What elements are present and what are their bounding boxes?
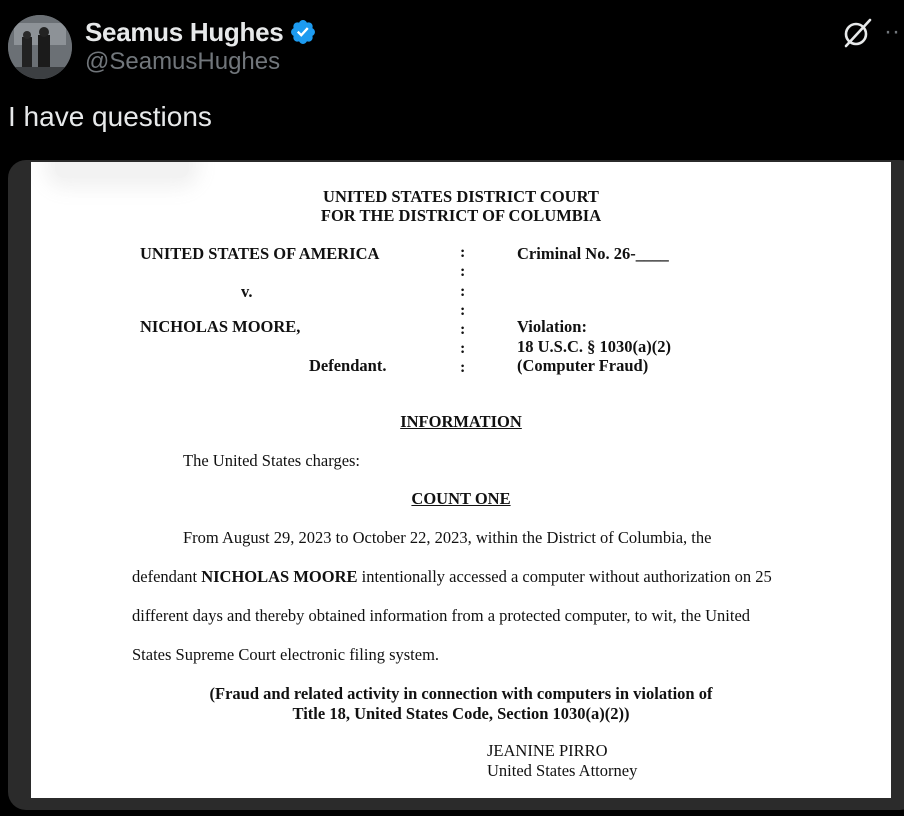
violation-description: (Computer Fraud): [517, 356, 649, 375]
violation-statute: 18 U.S.C. § 1030(a)(2): [517, 337, 671, 356]
caption-colon: :: [460, 340, 466, 357]
statute-caption-line1: (Fraud and related activity in connection with computers in violation of: [209, 684, 713, 703]
count-one-heading: COUNT ONE: [411, 489, 511, 508]
criminal-number: Criminal No. 26-____: [517, 244, 669, 263]
tweet-text: I have questions: [8, 101, 212, 132]
body-line-2-pre: defendant: [132, 567, 202, 586]
more-icon[interactable]: ··: [884, 18, 900, 45]
signer-title: United States Attorney: [487, 761, 638, 780]
charges-intro: The United States charges:: [183, 451, 361, 470]
caption-colon: :: [460, 244, 466, 261]
court-name-line2: FOR THE DISTRICT OF COLUMBIA: [320, 206, 602, 225]
caption-colon: :: [460, 283, 466, 300]
violation-label: Violation:: [517, 317, 587, 336]
court-document-image: [31, 162, 891, 798]
defendant-label: Defendant.: [309, 356, 387, 375]
body-line-3: different days and thereby obtained information from a protected computer, to wit, the United: [132, 606, 751, 625]
avatar-photo: [8, 15, 72, 79]
plaintiff: UNITED STATES OF AMERICA: [140, 244, 380, 263]
court-name-line1: UNITED STATES DISTRICT COURT: [323, 187, 599, 206]
grok-icon[interactable]: [840, 16, 874, 50]
image-smudge: [55, 162, 189, 178]
caption-colon: :: [460, 359, 466, 376]
body-line-2-post: intentionally accessed a computer without authorization on 25: [357, 567, 772, 586]
statute-caption-line2: Title 18, United States Code, Section 1030(a)(2)): [292, 704, 630, 723]
defendant-name: NICHOLAS MOORE,: [140, 317, 301, 336]
avatar[interactable]: [8, 15, 72, 79]
versus: v.: [241, 282, 253, 301]
caption-colon: :: [460, 302, 466, 319]
author-display-name[interactable]: Seamus Hughes: [85, 16, 284, 47]
author-handle[interactable]: @SeamusHughes: [85, 48, 281, 75]
body-line-4: States Supreme Court electronic filing system.: [132, 645, 440, 664]
signer-name: JEANINE PIRRO: [487, 741, 608, 760]
author-name-row: [85, 14, 317, 50]
defendant-name-inline: NICHOLAS MOORE: [201, 567, 358, 586]
caption-colon: :: [460, 321, 466, 338]
body-line-1: From August 29, 2023 to October 22, 2023, within the District of Columbia, the: [183, 528, 712, 547]
body-line-2: [132, 567, 772, 587]
caption-colon: :: [460, 263, 466, 280]
verified-badge-icon[interactable]: [289, 18, 317, 46]
information-heading: INFORMATION: [400, 412, 522, 431]
